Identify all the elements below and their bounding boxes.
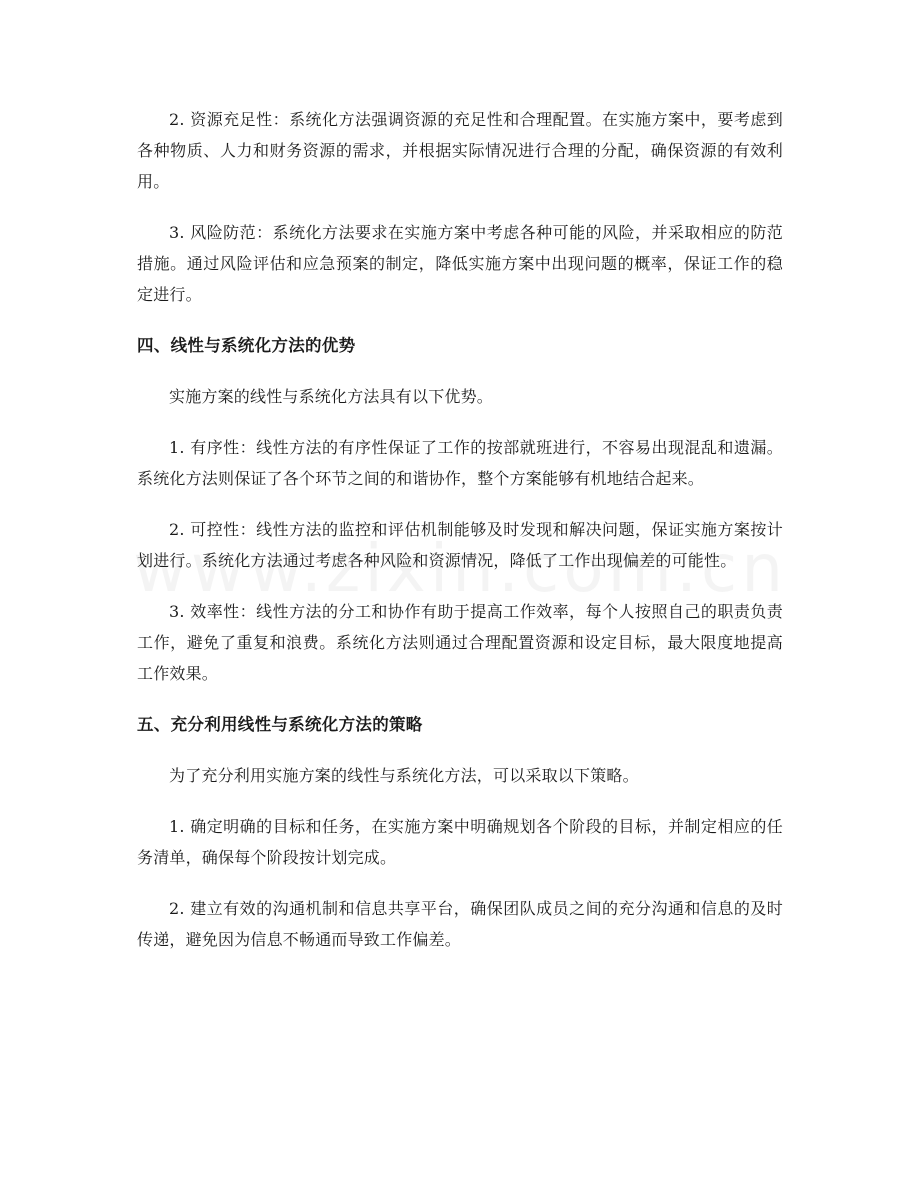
section-intro-advantages: 实施方案的线性与系统化方法具有以下优势。 (169, 387, 494, 406)
list-item-controllability: 2. 可控性：线性方法的监控和评估机制能够及时发现和解决问题，保证实施方案按计划进行。系统化方法通过考虑各种风险和资源情况，降低了工作出现偏差的可能性。 (137, 520, 783, 570)
list-item-orderliness: 1. 有序性：线性方法的有序性保证了工作的按部就班进行，不容易出现混乱和遗漏。系统化方法则保证了各个环节之间的和谐协作，整个方案能够有机地结合起来。 (137, 438, 783, 488)
list-item-efficiency: 3. 效率性：线性方法的分工和协作有助于提高工作效率，每个人按照自己的职责负责工作，避免了重复和浪费。系统化方法则通过合理配置资源和设定目标，最大限度地提高工作效果。 (137, 602, 783, 683)
paragraph-risk-prevention: 3. 风险防范：系统化方法要求在实施方案中考虑各种可能的风险，并采取相应的防范措施。通过风险评估和应急预案的制定，降低实施方案中出现问题的概率，保证工作的稳定进行。 (137, 223, 783, 304)
list-item-define-goals: 1. 确定明确的目标和任务，在实施方案中明确规划各个阶段的目标，并制定相应的任务清单，确保每个阶段按计划完成。 (137, 817, 783, 867)
paragraph-resource-sufficiency: 2. 资源充足性：系统化方法强调资源的充足性和合理配置。在实施方案中，要考虑到各种物质、人力和财务资源的需求，并根据实际情况进行合理的分配，确保资源的有效利用。 (137, 110, 783, 191)
list-item-communication: 2. 建立有效的沟通机制和信息共享平台，确保团队成员之间的充分沟通和信息的及时传递，避免因为信息不畅通而导致工作偏差。 (137, 899, 783, 949)
section-intro-strategies: 为了充分利用实施方案的线性与系统化方法，可以采取以下策略。 (169, 766, 639, 785)
document-body (137, 104, 783, 975)
section-heading-strategies: 五、充分利用线性与系统化方法的策略 (137, 715, 423, 734)
section-heading-advantages: 四、线性与系统化方法的优势 (137, 336, 356, 355)
